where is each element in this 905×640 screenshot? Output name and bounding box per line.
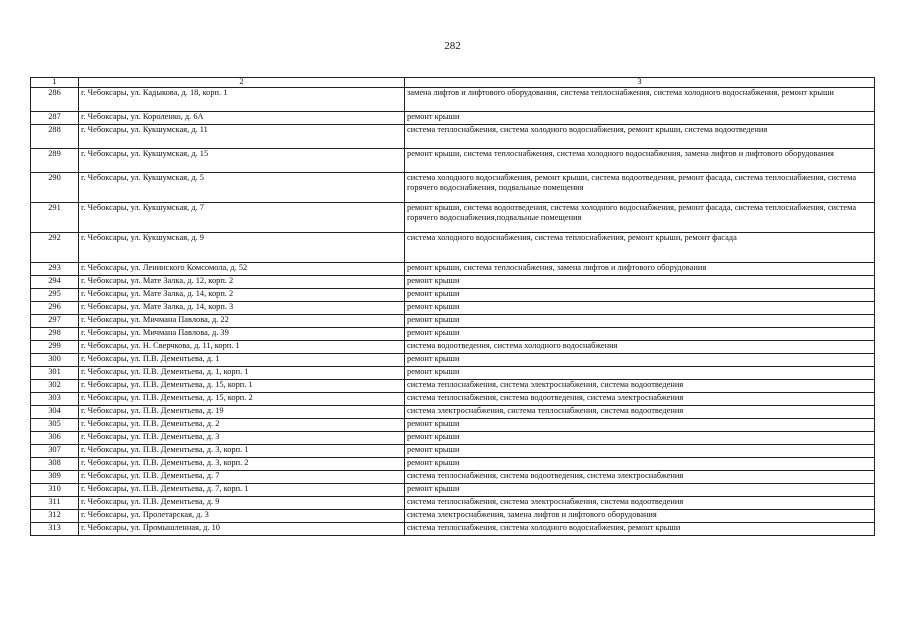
row-number: 305: [31, 418, 79, 431]
row-works: ремонт крыши, система теплоснабжения, система холодного водоснабжения, замена лифтов и лифтового оборудования: [405, 148, 875, 172]
row-number: 309: [31, 470, 79, 483]
table-row: [31, 288, 875, 301]
row-works: ремонт крыши: [405, 483, 875, 496]
row-number: 298: [31, 327, 79, 340]
row-address: г. Чебоксары, ул. Кукшумская, д. 5: [79, 172, 405, 202]
table-row: [31, 366, 875, 379]
row-number: 308: [31, 457, 79, 470]
table-row: [31, 405, 875, 418]
row-address: г. Чебоксары, ул. Короленко, д. 6А: [79, 111, 405, 124]
row-number: 310: [31, 483, 79, 496]
row-works: система теплоснабжения, система водоотведения, система электроснабжения: [405, 392, 875, 405]
table-row: [31, 301, 875, 314]
table-row: [31, 418, 875, 431]
table-row: [31, 262, 875, 275]
row-address: г. Чебоксары, ул. П.В. Дементьева, д. 1: [79, 353, 405, 366]
row-number: 287: [31, 111, 79, 124]
row-works: ремонт крыши, система водоотведения, система холодного водоснабжения, ремонт фасада, система теплоснабжения, система горячего водоснабжения,подвальные помещения: [405, 202, 875, 232]
row-number: 289: [31, 148, 79, 172]
row-works: ремонт крыши: [405, 301, 875, 314]
row-works: система электроснабжения, система теплоснабжения, система водоотведения: [405, 405, 875, 418]
table-row: [31, 444, 875, 457]
row-address: г. Чебоксары, ул. Кукшумская, д. 9: [79, 232, 405, 262]
table-row: [31, 172, 875, 202]
row-works: замена лифтов и лифтового оборудования, система теплоснабжения, система холодного водоснабжения, ремонт крыши: [405, 87, 875, 111]
row-address: г. Чебоксары, ул. П.В. Дементьева, д. 3, корп. 2: [79, 457, 405, 470]
table-row: [31, 522, 875, 535]
row-number: 303: [31, 392, 79, 405]
row-address: г. Чебоксары, ул. П.В. Дементьева, д. 9: [79, 496, 405, 509]
row-address: г. Чебоксары, ул. Кукшумская, д. 7: [79, 202, 405, 232]
row-number: 290: [31, 172, 79, 202]
row-number: 299: [31, 340, 79, 353]
header-col-3: 3: [405, 78, 875, 88]
row-works: ремонт крыши: [405, 275, 875, 288]
row-address: г. Чебоксары, ул. П.В. Дементьева, д. 1, корп. 1: [79, 366, 405, 379]
table-row: [31, 340, 875, 353]
row-works: система теплоснабжения, система электроснабжения, система водоотведения: [405, 379, 875, 392]
row-address: г. Чебоксары, ул. П.В. Дементьева, д. 19: [79, 405, 405, 418]
row-works: ремонт крыши: [405, 111, 875, 124]
row-works: система теплоснабжения, система холодного водоснабжения, ремонт крыши, система водоотведения: [405, 124, 875, 148]
row-works: ремонт крыши, система теплоснабжения, замена лифтов и лифтового оборудования: [405, 262, 875, 275]
table-row: [31, 392, 875, 405]
row-works: система водоотведения, система холодного водоснабжения: [405, 340, 875, 353]
row-address: г. Чебоксары, ул. П.В. Дементьева, д. 7: [79, 470, 405, 483]
row-number: 294: [31, 275, 79, 288]
row-address: г. Чебоксары, ул. П.В. Дементьева, д. 2: [79, 418, 405, 431]
row-number: 297: [31, 314, 79, 327]
header-col-1: 1: [31, 78, 79, 88]
row-address: г. Чебоксары, ул. Н. Сверчкова, д. 11, корп. 1: [79, 340, 405, 353]
row-works: система теплоснабжения, система холодного водоснабжения, ремонт крыши: [405, 522, 875, 535]
row-works: ремонт крыши: [405, 327, 875, 340]
row-number: 312: [31, 509, 79, 522]
row-address: г. Чебоксары, ул. Кадыкова, д. 18, корп. 1: [79, 87, 405, 111]
table-row: [31, 124, 875, 148]
row-address: г. Чебоксары, ул. Пролетарская, д. 3: [79, 509, 405, 522]
row-number: 311: [31, 496, 79, 509]
row-works: ремонт крыши: [405, 288, 875, 301]
row-address: г. Чебоксары, ул. Мате Залка, д. 14, корп. 2: [79, 288, 405, 301]
table-row: [31, 87, 875, 111]
row-address: г. Чебоксары, ул. Промышленная, д. 10: [79, 522, 405, 535]
table-row: [31, 379, 875, 392]
row-number: 292: [31, 232, 79, 262]
table-row: [31, 483, 875, 496]
table-row: [31, 496, 875, 509]
row-address: г. Чебоксары, ул. Кукшумская, д. 15: [79, 148, 405, 172]
row-works: система теплоснабжения, система водоотведения, система электроснабжения: [405, 470, 875, 483]
row-works: ремонт крыши: [405, 457, 875, 470]
row-address: г. Чебоксары, ул. П.В. Дементьева, д. 15, корп. 1: [79, 379, 405, 392]
header-col-2: 2: [79, 78, 405, 88]
row-works: ремонт крыши: [405, 431, 875, 444]
row-number: 296: [31, 301, 79, 314]
row-works: ремонт крыши: [405, 314, 875, 327]
row-address: г. Чебоксары, ул. Мичмана Павлова, д. 39: [79, 327, 405, 340]
table-row: [31, 202, 875, 232]
row-number: 291: [31, 202, 79, 232]
table-row: [31, 111, 875, 124]
row-number: 306: [31, 431, 79, 444]
page-number: 282: [444, 40, 461, 52]
table-row: [31, 470, 875, 483]
table-row: [31, 327, 875, 340]
row-number: 295: [31, 288, 79, 301]
row-number: 300: [31, 353, 79, 366]
row-address: г. Чебоксары, ул. П.В. Дементьева, д. 3, корп. 1: [79, 444, 405, 457]
row-number: 307: [31, 444, 79, 457]
row-works: система теплоснабжения, система электроснабжения, система водоотведения: [405, 496, 875, 509]
row-number: 313: [31, 522, 79, 535]
row-number: 301: [31, 366, 79, 379]
row-number: 288: [31, 124, 79, 148]
table-row: [31, 275, 875, 288]
row-address: г. Чебоксары, ул. Мичмана Павлова, д. 22: [79, 314, 405, 327]
row-works: ремонт крыши: [405, 353, 875, 366]
row-number: 302: [31, 379, 79, 392]
row-address: г. Чебоксары, ул. Мате Залка, д. 12, корп. 2: [79, 275, 405, 288]
header-row: [31, 78, 875, 88]
table-row: [31, 431, 875, 444]
row-works: ремонт крыши: [405, 444, 875, 457]
table-row: [31, 457, 875, 470]
table-row: [31, 232, 875, 262]
row-works: ремонт крыши: [405, 418, 875, 431]
row-works: ремонт крыши: [405, 366, 875, 379]
row-address: г. Чебоксары, ул. Мате Залка, д. 14, корп. 3: [79, 301, 405, 314]
table-row: [31, 353, 875, 366]
row-address: г. Чебоксары, ул. П.В. Дементьева, д. 3: [79, 431, 405, 444]
table-row: [31, 509, 875, 522]
row-address: г. Чебоксары, ул. П.В. Дементьева, д. 15, корп. 2: [79, 392, 405, 405]
row-works: система холодного водоснабжения, система теплоснабжения, ремонт крыши, ремонт фасада: [405, 232, 875, 262]
row-address: г. Чебоксары, ул. Ленинского Комсомола, д. 52: [79, 262, 405, 275]
row-works: система холодного водоснабжения, ремонт крыши, система водоотведения, ремонт фасада, система теплоснабжения, система горячего водоснабжения, подвальные помещения: [405, 172, 875, 202]
table-row: [31, 314, 875, 327]
row-address: г. Чебоксары, ул. П.В. Дементьева, д. 7, корп. 1: [79, 483, 405, 496]
row-number: 304: [31, 405, 79, 418]
buildings-table: [30, 77, 875, 536]
row-address: г. Чебоксары, ул. Кукшумская, д. 11: [79, 124, 405, 148]
table-row: [31, 148, 875, 172]
row-works: система электроснабжения, замена лифтов и лифтового оборудования: [405, 509, 875, 522]
row-number: 286: [31, 87, 79, 111]
row-number: 293: [31, 262, 79, 275]
